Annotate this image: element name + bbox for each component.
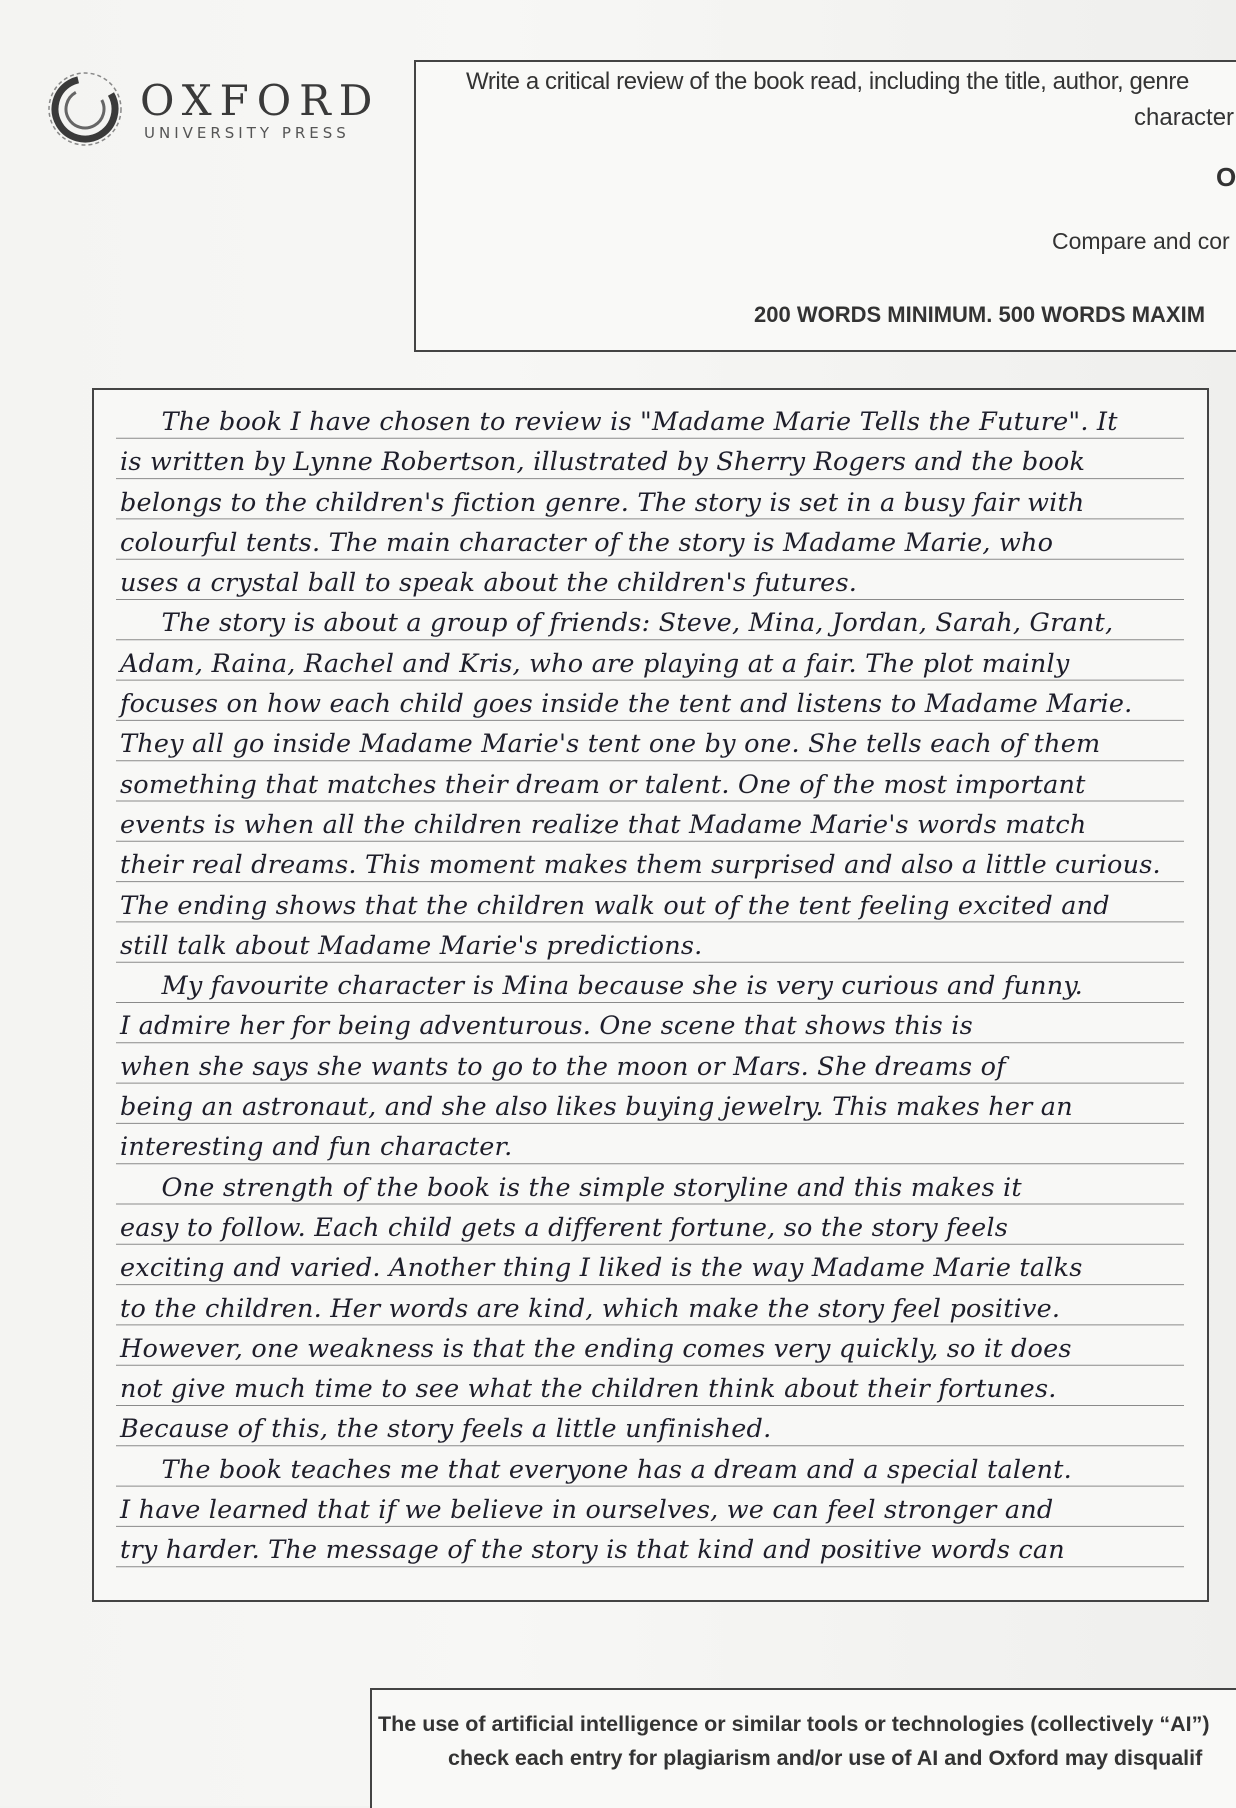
essay-line: exciting and varied. Another thing I liked is the way Madame Marie talks — [120, 1253, 1083, 1284]
essay-line: However, one weakness is that the ending comes very quickly, so it does — [120, 1333, 1072, 1364]
essay-line: colourful tents. The main character of the story is Madame Marie, who — [120, 527, 1054, 558]
footer-line: check each entry for plagiarism and/or use of AI and Oxford may disqualif — [448, 1746, 1203, 1770]
essay-line: I admire her for being adventurous. One scene that shows this is — [120, 1011, 973, 1042]
oxford-swirl-icon — [46, 70, 124, 148]
essay-line: is written by Lynne Robertson, illustrated by Sherry Rogers and the book — [120, 447, 1086, 478]
essay-line: when she says she wants to go to the moon or Mars. She dreams of — [120, 1051, 1006, 1082]
essay-line: still talk about Madame Marie's predictions. — [120, 930, 703, 961]
logo-subtitle: UNIVERSITY PRESS — [144, 124, 350, 142]
essay-line: The book teaches me that everyone has a dream and a special talent. — [120, 1454, 1072, 1485]
essay-line: I have learned that if we believe in ourselves, we can feel stronger and — [120, 1495, 1054, 1526]
instruction-line: O — [1216, 162, 1236, 192]
instruction-line: Compare and cor — [1052, 228, 1230, 254]
essay-line: interesting and fun character. — [120, 1132, 513, 1163]
logo-wordmark: OXFORD — [140, 76, 381, 125]
oxford-logo — [46, 70, 381, 150]
essay-line: Because of this, the story feels a little unfinished. — [120, 1414, 772, 1445]
footer-line: The use of artificial intelligence or similar tools or technologies (collectively “AI”) — [378, 1712, 1210, 1736]
essay-line: The ending shows that the children walk out of the tent feeling excited and — [120, 890, 1110, 921]
essay-line: being an astronaut, and she also likes buying jewelry. This makes her an — [120, 1092, 1073, 1123]
essay-line: not give much time to see what the children think about their fortunes. — [120, 1374, 1057, 1405]
essay-line: uses a crystal ball to speak about the children's futures. — [120, 568, 858, 599]
essay-line: events is when all the children realize that Madame Marie's words match — [120, 809, 1087, 840]
essay-line: to the children. Her words are kind, which make the story feel positive. — [120, 1293, 1061, 1324]
essay-line: belongs to the children's fiction genre. The story is set in a busy fair with — [120, 487, 1085, 518]
essay-line: something that matches their dream or talent. One of the most important — [120, 769, 1086, 800]
instruction-line: character — [1134, 104, 1235, 131]
essay-writing-box — [92, 388, 1209, 1602]
essay-line: their real dreams. This moment makes them surprised and also a little curious. — [120, 850, 1161, 881]
essay-line: try harder. The message of the story is that kind and positive words can — [120, 1535, 1065, 1566]
essay-line: easy to follow. Each child gets a different fortune, so the story feels — [120, 1212, 1009, 1243]
essay-line: The story is about a group of friends: Steve, Mina, Jordan, Sarah, Grant, — [120, 608, 1114, 639]
instruction-line: Write a critical review of the book read, including the title, author, genre — [466, 68, 1189, 95]
essay-line: Adam, Raina, Rachel and Kris, who are playing at a fair. The plot mainly — [120, 648, 1070, 679]
essay-line: They all go inside Madame Marie's tent one by one. She tells each of them — [120, 729, 1101, 760]
essay-line: One strength of the book is the simple storyline and this makes it — [120, 1172, 1022, 1203]
essay-line: The book I have chosen to review is "Madame Marie Tells the Future". It — [120, 407, 1118, 437]
handwritten-essay — [120, 402, 1190, 1571]
instructions-box — [414, 60, 1236, 352]
word-limit: 200 WORDS MINIMUM. 500 WORDS MAXIM — [754, 302, 1206, 327]
ai-policy-footer — [370, 1688, 1236, 1808]
essay-line: My favourite character is Mina because she is very curious and funny. — [120, 971, 1083, 1002]
essay-line: focuses on how each child goes inside the tent and listens to Madame Marie. — [120, 689, 1133, 720]
